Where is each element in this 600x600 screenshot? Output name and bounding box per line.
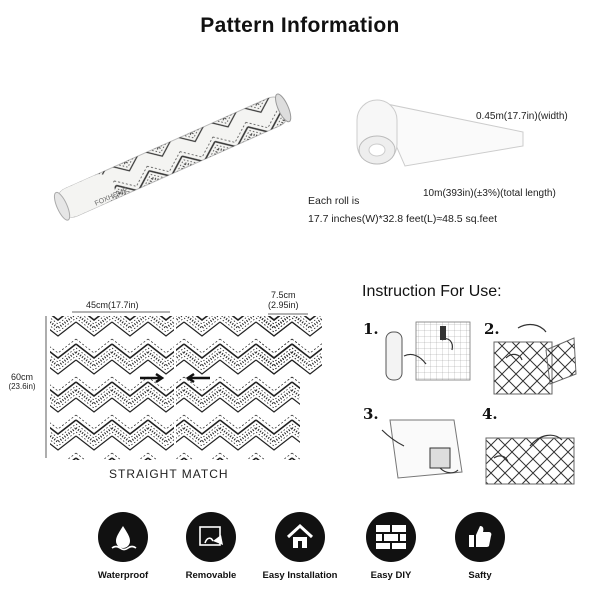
straight-match-label: STRAIGHT MATCH xyxy=(109,467,229,481)
step-3-number: 3. xyxy=(363,405,379,423)
house-icon xyxy=(275,512,325,562)
each-roll-heading: Each roll is xyxy=(308,195,360,207)
step-4-number: 4. xyxy=(482,405,498,423)
rolled-wallpaper-image xyxy=(38,78,308,238)
pattern-width-label: 45cm(17.7in) xyxy=(86,300,139,310)
feature-waterproof: Waterproof xyxy=(83,512,163,581)
peel-icon xyxy=(186,512,236,562)
thumbs-up-icon xyxy=(455,512,505,562)
brick-wall-icon xyxy=(366,512,416,562)
step-2-number: 2. xyxy=(484,320,500,338)
unrolled-roll-diagram xyxy=(355,88,540,188)
step-1-number: 1. xyxy=(363,320,379,338)
instructions-title: Instruction For Use: xyxy=(362,283,502,300)
page-title: Pattern Information xyxy=(200,14,400,37)
roll-brand-text: FOXHOME xyxy=(93,186,130,208)
step-3-illustration xyxy=(380,412,472,482)
feature-removable: Removable xyxy=(171,512,251,581)
feature-easy-installation: Easy Installation xyxy=(260,512,340,581)
pattern-repeat-label: 7.5cm (2.95in) xyxy=(268,290,299,310)
roll-width-label: 0.45m(17.7in)(width) xyxy=(476,111,568,122)
step-2-illustration xyxy=(488,318,580,398)
roll-length-label: 10m(393in)(±3%)(total length) xyxy=(423,188,556,199)
feature-easy-diy: Easy DIY xyxy=(351,512,431,581)
each-roll-dimensions: 17.7 inches(W)*32.8 feet(L)≈48.5 sq.feet xyxy=(308,213,498,225)
pattern-swatch xyxy=(40,300,330,460)
pattern-height-label: 60cm (23.6in) xyxy=(8,372,36,391)
step-1-illustration xyxy=(382,312,472,386)
feature-safty: Safty xyxy=(440,512,520,581)
step-4-illustration xyxy=(484,424,578,486)
water-drop-icon xyxy=(98,512,148,562)
